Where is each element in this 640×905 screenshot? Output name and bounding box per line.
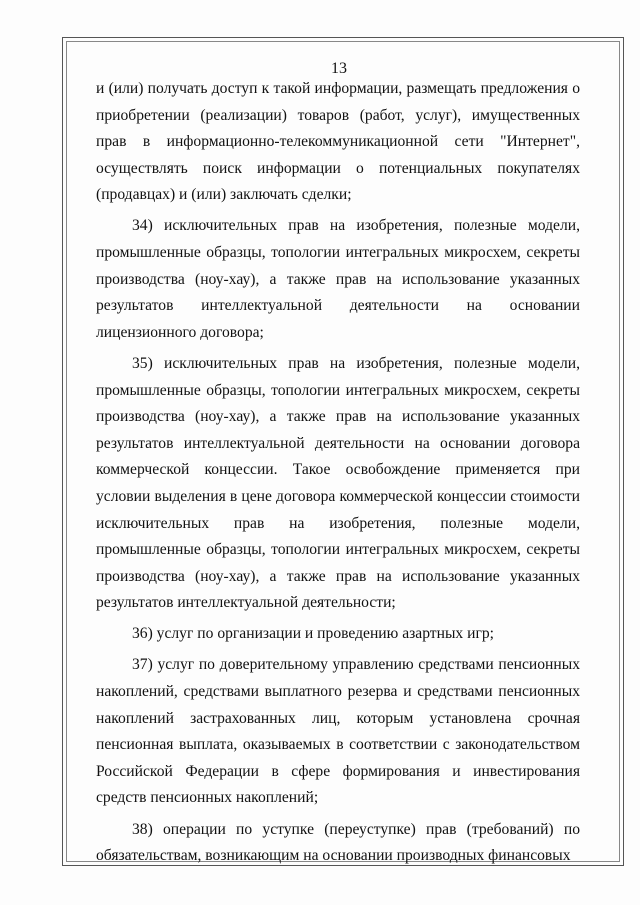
paragraph-item-38: 38) операции по уступке (переуступке) прав (требований) по обязательствам, возникающим на основании производных финансовых: [96, 820, 580, 865]
document-body: [96, 76, 580, 874]
page-number: 13: [331, 60, 347, 77]
paragraph-item-37: 37) услуг по доверительному управлению средствами пенсионных накоплений, средствами выплатного резерва и средствами пенсионных накоплений застрахованных лиц, которым установлена срочная пенсионная выплата, оказываемых в соответствии с законодательством Российской Федерации в сфере формирования и инвестирования средств пенсионных накоплений;: [96, 656, 580, 807]
paragraph-item-36: 36) услуг по организации и проведению азартных игр;: [132, 625, 494, 643]
paragraph-item-35: 35) исключительных прав на изобретения, полезные модели, промышленные образцы, топологии интегральных микросхем, секреты производства (ноу-хау), а также прав на использование указанных результатов интеллектуальной деятельности на основании договора коммерческой концессии. Такое освобождение применяется при условии выделения в цене договора коммерческой концессии стоимости исключительных прав на изобретения, полезные модели, промышленные образцы, топологии интегральных микросхем, секреты производства (ноу-хау), а также прав на использование указанных результатов интеллектуальной деятельности;: [96, 354, 580, 612]
paragraph-item-34: 34) исключительных прав на изобретения, полезные модели, промышленные образцы, топологии интегральных микросхем, секреты производства (ноу-хау), а также прав на использование указанных результатов интеллектуальной деятельности на основании лицензионного договора;: [96, 217, 580, 341]
paragraph-continuation: и (или) получать доступ к такой информации, размещать предложения о приобретении (реализации) товаров (работ, услуг), имущественных прав в информационно-телекоммуникационной сети "Интернет", осуществлять поиск информации о потенциальных покупателях (продавцах) и (или) заключать сделки;: [96, 80, 580, 204]
